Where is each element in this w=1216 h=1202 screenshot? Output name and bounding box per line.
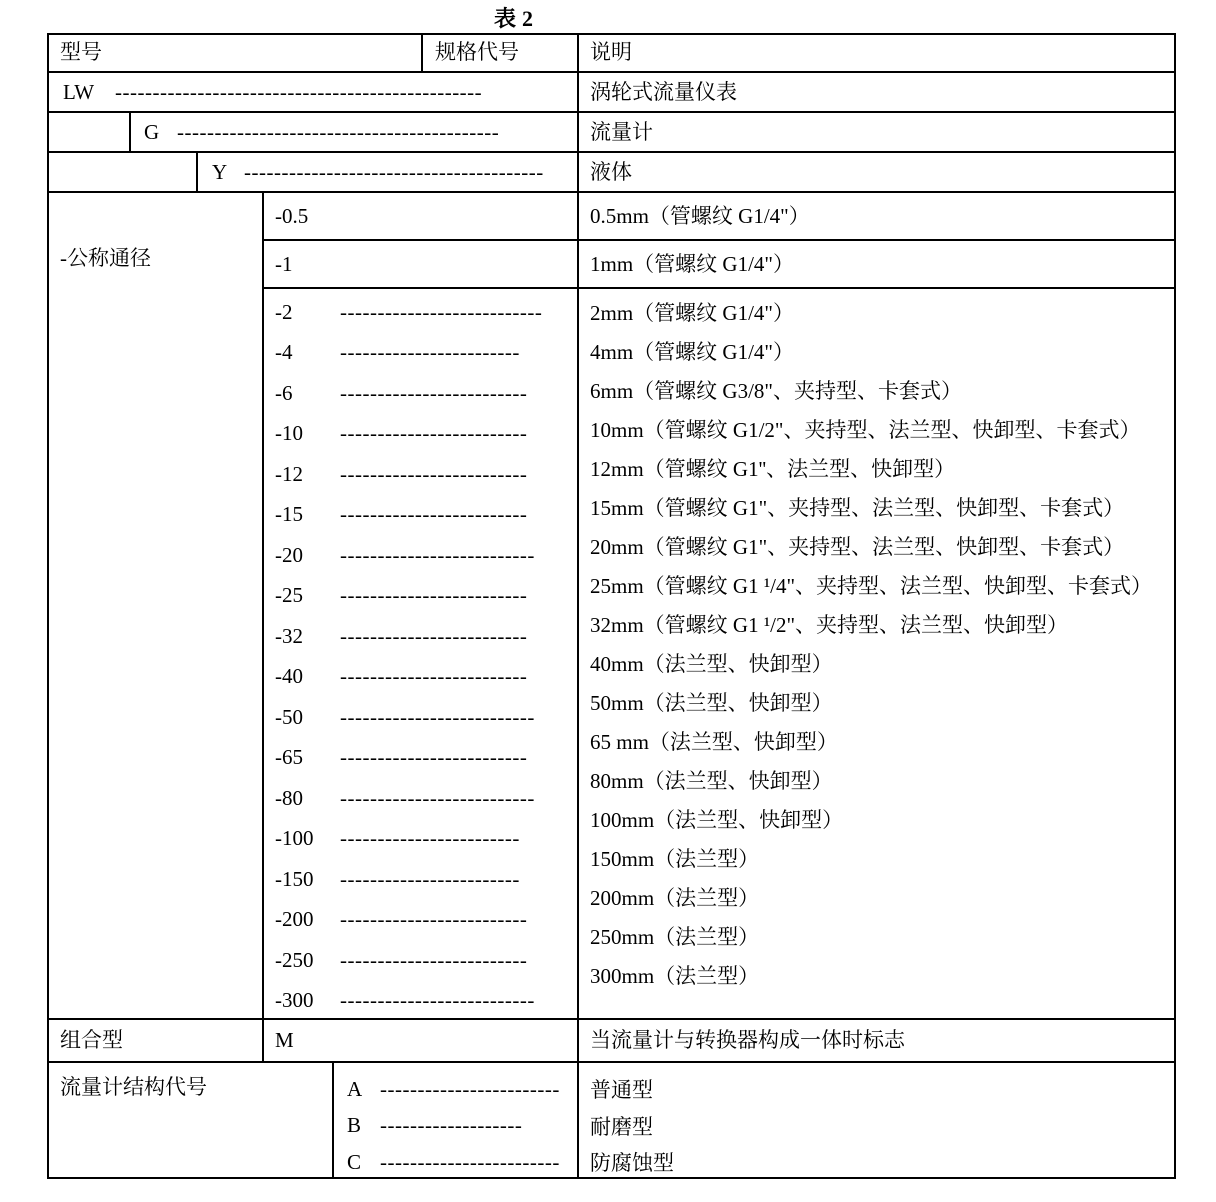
diameter-description: 2mm（管螺纹 G1/4"） [590,300,794,325]
type-code-line-g [144,119,499,145]
structure-code-line [347,1071,560,1108]
structure-code: B [347,1113,362,1138]
diameter-code-line [275,373,542,414]
diameter-code: -150 [275,866,314,891]
diameter-description: 40mm（法兰型、快卸型） [590,651,833,676]
diameter-code: -15 [275,502,303,527]
structure-descs-column [590,1071,674,1181]
diameter-description: 4mm（管螺纹 G1/4"） [590,339,794,364]
diameter-description: 32mm（管螺纹 G1 ¹/2"、夹持型、法兰型、快卸型） [590,612,1069,637]
diameter-code: -300 [275,988,314,1013]
diameter-code: -32 [275,623,303,648]
structure-description: 普通型 [590,1078,653,1103]
diameter-codes-column [275,292,542,1021]
diameter-description: 150mm（法兰型） [590,846,760,871]
diameter-code-line [275,616,542,657]
structure-description: 耐磨型 [590,1114,653,1139]
dash-leader: ------------------------- [340,947,528,972]
diameter-code-line [275,697,542,738]
diameter-code: -50 [275,704,303,729]
grid-line [47,111,1176,113]
dash-leader: ------------------------- [340,664,528,689]
diameter-desc-05: 0.5mm（管螺纹 G1/4"） [590,204,810,228]
grid-line [263,287,1176,289]
diameter-code: -200 [275,907,314,932]
diameter-code: -2 [275,299,293,324]
diameter-code: -250 [275,947,314,972]
dash-leader: ------------------------ [340,866,520,891]
dash-leader: ------------------------------------------- [177,119,500,144]
structure-code-line [347,1108,560,1145]
diameter-code: -10 [275,421,303,446]
structure-code-line [347,1144,560,1181]
dash-leader: ------------------------- [340,583,528,608]
diameter-code-1: -1 [275,252,293,276]
type-code-line-lw [63,79,482,105]
grid-line [263,239,1176,241]
dash-leader: -------------------------- [340,988,535,1013]
diameter-code: -12 [275,461,303,486]
diameter-code: -100 [275,826,314,851]
diameter-description: 25mm（管螺纹 G1 ¹/4"、夹持型、法兰型、快卸型、卡套式） [590,573,1153,598]
diameter-description: 200mm（法兰型） [590,885,760,910]
table-caption-number: 2 [522,6,534,31]
diameter-code-line [275,495,542,536]
dash-leader: ------------------------ [340,340,520,365]
diameter-code: -80 [275,785,303,810]
diameter-code: -20 [275,542,303,567]
type-desc-lw: 涡轮式流量仪表 [590,80,737,104]
diameter-code-line [275,900,542,941]
diameter-code-line [275,859,542,900]
dash-leader: ------------------------- [340,421,528,446]
diameter-description: 12mm（管螺纹 G1''、法兰型、快卸型） [590,456,956,481]
diameter-description: 65 mm（法兰型、快卸型） [590,729,838,754]
diameter-description: 300mm（法兰型） [590,963,760,988]
diameter-code-line [275,981,542,1022]
dash-leader: ------------------------- [340,745,528,770]
dash-leader: -------------------------- [340,785,535,810]
type-code-y: Y [212,159,228,184]
dash-leader: ------------------------- [340,907,528,932]
diameter-description: 100mm（法兰型、快卸型） [590,807,844,832]
combined-desc: 当流量计与转换器构成一体时标志 [590,1028,905,1052]
grid-line [47,71,1176,73]
grid-line [47,191,1176,193]
diameter-code-line [275,738,542,779]
dash-leader: -------------------------- [340,704,535,729]
type-code-line-y [212,159,544,185]
diameter-description: 80mm（法兰型、快卸型） [590,768,833,793]
diameter-description: 15mm（管螺纹 G1"、夹持型、法兰型、快卸型、卡套式） [590,495,1125,520]
type-desc-y: 液体 [590,160,632,184]
diameter-code-line [275,333,542,374]
grid-line [47,1018,1176,1020]
table-caption [494,6,533,32]
diameter-label: -公称通径 [60,246,151,270]
diameter-code-05: -0.5 [275,204,309,228]
table-caption-prefix: 表 [494,6,517,31]
diameter-code: -40 [275,664,303,689]
dash-leader: ---------------------------------------- [244,159,544,184]
type-code-lw: LW [63,79,95,104]
dash-leader: ------------------------------------------------- [115,79,483,104]
diameter-description: 20mm（管螺纹 G1"、夹持型、法兰型、快卸型、卡套式） [590,534,1125,559]
structure-code: C [347,1149,362,1174]
grid-line [262,191,264,1062]
diameter-descriptions-column [590,292,1152,994]
grid-line [129,111,131,152]
grid-line [577,33,579,1179]
type-code-g: G [144,119,160,144]
diameter-code: -6 [275,380,293,405]
header-model: 型号 [60,40,102,64]
structure-description: 防腐蚀型 [590,1151,674,1176]
dash-leader: -------------------------- [340,542,535,567]
diameter-code-line [275,414,542,455]
diameter-code: -4 [275,340,293,365]
combined-label: 组合型 [60,1028,123,1052]
dash-leader: ------------------------- [340,502,528,527]
dash-leader: ------------------------- [340,461,528,486]
grid-line [47,1061,1176,1063]
structure-code: A [347,1076,363,1101]
type-desc-g: 流量计 [590,120,653,144]
dash-leader: ------------------- [380,1113,523,1138]
diameter-description: 10mm（管螺纹 G1/2"、夹持型、法兰型、快卸型、卡套式） [590,417,1141,442]
diameter-code: -25 [275,583,303,608]
diameter-description: 50mm（法兰型、快卸型） [590,690,833,715]
diameter-code-line [275,535,542,576]
diameter-code-line [275,576,542,617]
dash-leader: ------------------------ [340,826,520,851]
diameter-code-line [275,819,542,860]
diameter-description: 6mm（管螺纹 G3/8"、夹持型、卡套式） [590,378,962,403]
diameter-code-line [275,454,542,495]
combined-code: M [275,1028,294,1052]
dash-leader: ------------------------ [380,1076,560,1101]
grid-line [332,1061,334,1179]
header-description: 说明 [590,40,632,64]
header-spec-code: 规格代号 [435,40,519,64]
dash-leader: ------------------------- [340,623,528,648]
structure-codes-column [347,1071,560,1181]
diameter-description: 250mm（法兰型） [590,924,760,949]
structure-label: 流量计结构代号 [60,1075,207,1099]
grid-line [421,33,423,72]
dash-leader: ------------------------- [340,380,528,405]
diameter-code-line [275,657,542,698]
dash-leader: ------------------------ [380,1149,560,1174]
diameter-code-line [275,778,542,819]
diameter-code-line [275,940,542,981]
dash-leader: --------------------------- [340,299,543,324]
grid-line [196,151,198,192]
diameter-desc-1: 1mm（管螺纹 G1/4"） [590,252,794,276]
diameter-code: -65 [275,745,303,770]
grid-line [47,151,1176,153]
diameter-code-line [275,292,542,333]
